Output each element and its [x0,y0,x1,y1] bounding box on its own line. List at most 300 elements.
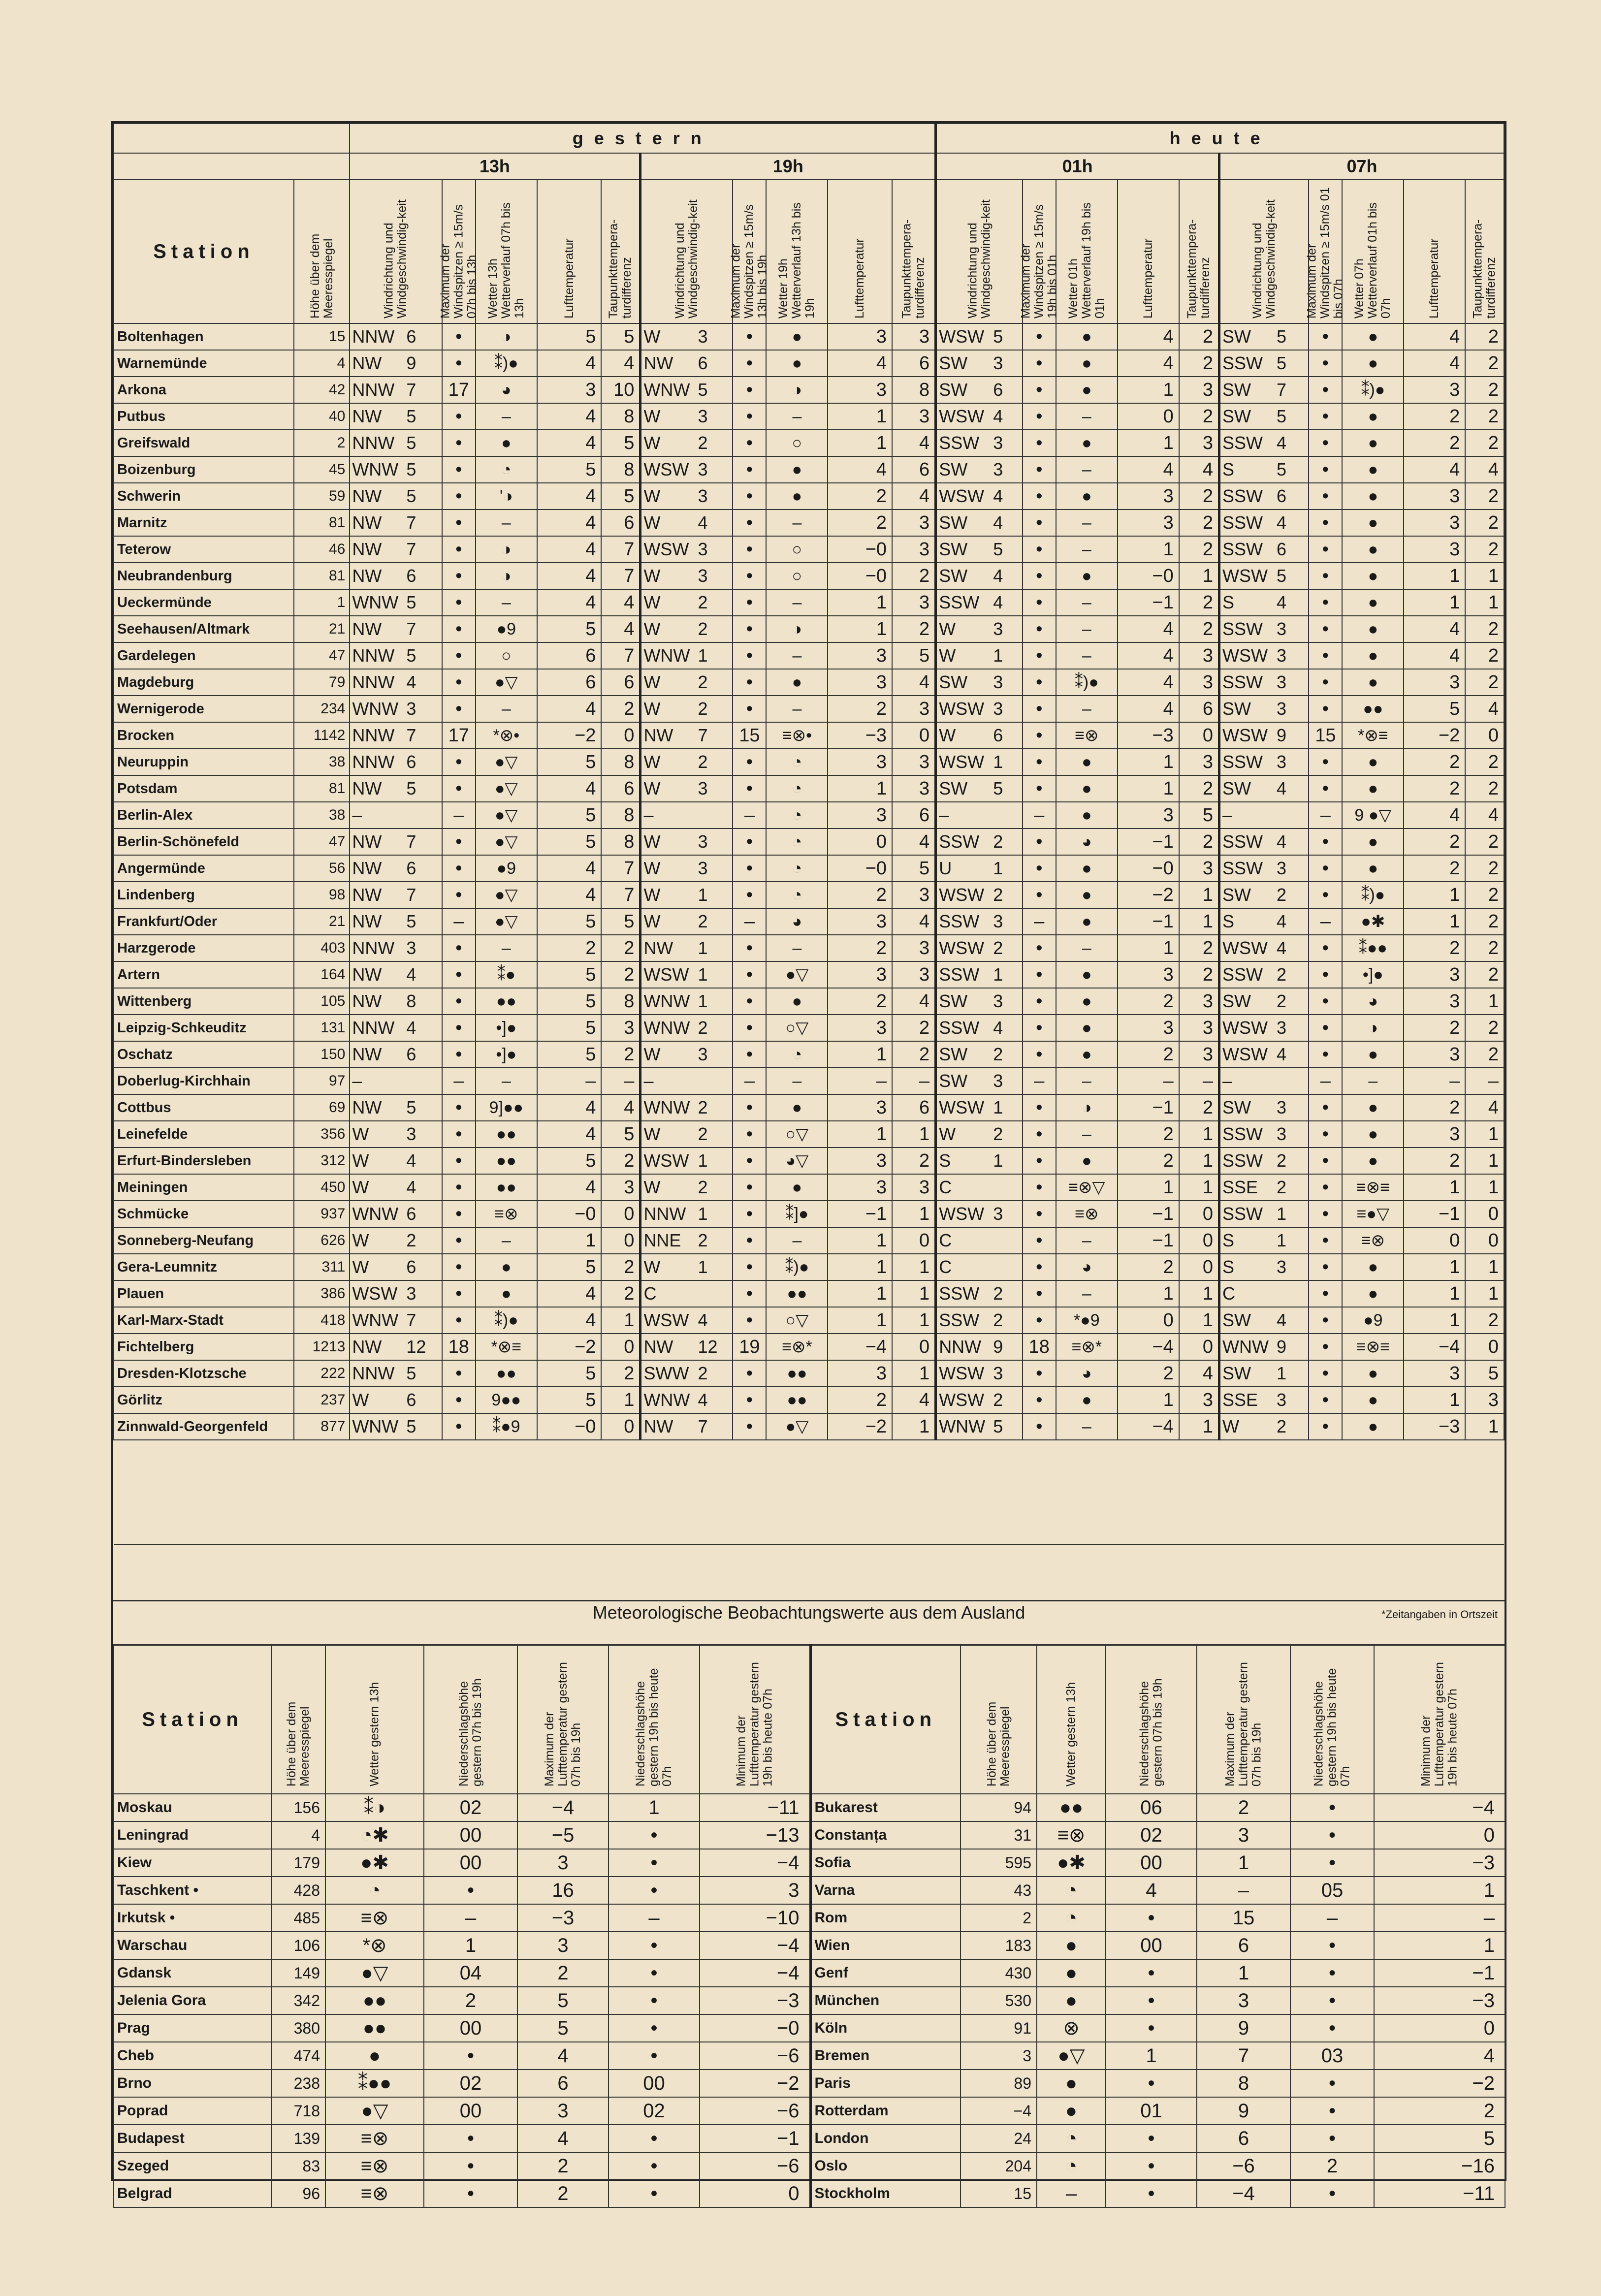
foreign-station-name: Belgrad [114,2180,271,2207]
temperature-cell: 4 [537,563,602,589]
gust-cell: • [442,882,476,908]
wind-speed: 3 [406,1124,416,1144]
wind-cell [1219,616,1309,642]
foreign-station-elevation: −4 [961,2097,1037,2125]
temperature-header-07 [1404,180,1465,323]
gust-cell: • [1023,589,1056,616]
dewpoint-cell: 2 [601,935,640,961]
wind-direction: SW [1222,1310,1251,1330]
dewpoint-cell: 4 [892,908,936,935]
wind-speed: 3 [1277,1018,1287,1038]
wind-cell [350,802,442,829]
wind-speed: 5 [698,380,708,400]
dewpoint-cell: 7 [601,882,640,908]
wind-direction: W [352,1257,369,1277]
wind-cell [936,536,1023,563]
wind-speed: 9 [406,353,416,373]
wind-direction: C [939,1257,952,1277]
wind-direction: W [352,1177,369,1197]
weather-symbol-cell: ●✱ [1342,908,1404,935]
gust-cell: • [442,616,476,642]
wind-speed: 6 [993,380,1003,400]
weather-symbol-cell: ● [1342,483,1404,510]
dewpoint-cell: 0 [1179,1334,1219,1360]
wind-cell [1219,1334,1309,1360]
wind-direction: SW [939,353,968,373]
dewpoint-cell: 5 [1465,1360,1504,1387]
wind-direction: WSW [643,539,689,559]
wind-direction: SSW [939,831,980,852]
station-name: Dresden-Klotzsche [114,1360,294,1387]
wind-direction: SSE [1222,1390,1258,1410]
dewpoint-cell: 3 [1179,1041,1219,1068]
wind-cell [350,749,442,775]
dewpoint-cell: 1 [1179,1148,1219,1174]
foreign-max-temp-cell: 3 [517,2097,608,2125]
dewpoint-cell: 0 [1179,722,1219,749]
foreign-precip-night-cell: • [608,2042,700,2070]
wind-direction: WNW [352,1310,399,1330]
gust-cell: – [1023,802,1056,829]
temperature-cell: 2 [828,1387,892,1413]
wind-cell [640,1334,733,1360]
wind-cell [350,510,442,536]
wind-speed: 3 [993,1071,1003,1091]
foreign-max-temp-cell: 16 [517,1877,608,1904]
dewpoint-cell: 5 [601,1121,640,1148]
dewpoint-cell: 2 [1465,510,1504,536]
weather-symbol-cell: – [766,696,828,722]
foreign-precip-night-cell: 00 [608,2070,700,2097]
foreign-precip-night-cell: • [1290,1821,1374,1849]
wind-speed: 3 [993,1204,1003,1224]
wind-direction: NNW [939,1337,982,1357]
gust-cell: • [442,350,476,377]
table-row [114,563,1504,589]
weather-symbol-cell: ◑ [1342,1015,1404,1041]
wind-direction: NW [352,406,382,426]
wind-cell [1219,1148,1309,1174]
foreign-precip-night-cell: • [608,1877,700,1904]
wind-cell [936,696,1023,722]
temperature-cell: 5 [537,749,602,775]
foreign-station-elevation: 342 [271,1987,325,2014]
gust-cell: • [733,1094,766,1121]
wind-direction: SW [1222,885,1251,905]
station-elevation: 81 [294,563,350,589]
gust-cell: 15 [1309,722,1342,749]
gust-cell: • [442,1227,476,1254]
foreign-weather-cell: ●▽ [325,1959,424,1987]
wind-speed: 3 [1277,699,1287,719]
wind-direction: NNW [352,672,395,692]
dewpoint-cell: 1 [1465,563,1504,589]
table-row [114,829,1504,855]
wind-cell [936,855,1023,882]
weather-symbol-cell: ⁑)● [476,1307,537,1334]
temperature-cell: 4 [1404,323,1465,350]
wind-cell [936,1334,1023,1360]
gust-cell: • [442,1148,476,1174]
wind-cell [350,935,442,961]
temperature-cell: −0 [828,855,892,882]
foreign-min-temp-cell: −11 [700,1794,810,1821]
weather-symbol-cell: ⁑●9 [476,1413,537,1440]
wind-cell [350,696,442,722]
gust-cell: • [1309,1148,1342,1174]
foreign-max-temp-cell: 3 [1197,1821,1290,1849]
foreign-precip-day-cell: – [424,1904,517,1932]
wind-direction: WSW [939,406,985,426]
wind-direction: WNW [643,1097,690,1117]
table-row [114,1254,1504,1280]
wind-cell [350,722,442,749]
wind-speed: 2 [993,1390,1003,1410]
temperature-cell: 3 [828,961,892,988]
gust-cell: • [1023,1360,1056,1387]
wind-direction: SWW [643,1363,689,1383]
wind-cell [350,908,442,935]
gust-header-07 [1305,180,1345,323]
wind-direction: SW [1222,1363,1251,1383]
wind-direction: WSW [643,964,689,985]
wind-direction: WNW [643,380,690,400]
wind-speed: 4 [1277,911,1287,931]
gust-cell: • [1023,536,1056,563]
foreign-min-temp-cell: −16 [1374,2152,1505,2180]
weather-symbol-cell: '◑ [476,483,537,510]
dewpoint-cell: 7 [601,563,640,589]
foreign-min-temp-cell: 4 [1374,2042,1505,2070]
wind-direction: NW [352,964,382,985]
weather-symbol-cell: ● [1056,430,1118,456]
wind-cell [936,563,1023,589]
weather-symbol-cell: *●9 [1056,1307,1118,1334]
foreign-weather-cell: ≡⊗ [325,2125,424,2152]
gust-cell: • [442,430,476,456]
gust-cell: • [442,510,476,536]
wind-cell [350,1334,442,1360]
foreign-station-name: Oslo [810,2152,961,2180]
dewpoint-header-text-19: Taupunkttempera-turdifferenz [899,219,927,319]
wind-speed: 7 [406,380,416,400]
station-name: Neuruppin [114,749,294,775]
wind-speed: 3 [993,672,1003,692]
station-elevation: 311 [294,1254,350,1280]
temperature-cell: 4 [828,456,892,483]
foreign-max-temp-cell: 1 [1197,1959,1290,1987]
wind-direction: C [643,1283,657,1304]
foreign-station-name: Bremen [810,2042,961,2070]
station-elevation: 42 [294,377,350,403]
temperature-cell: 1 [1118,536,1179,563]
weather-symbol-cell: 9 ●▽ [1342,802,1404,829]
gust-cell: 15 [733,722,766,749]
wind-speed: 2 [993,1124,1003,1144]
gust-cell: • [442,1360,476,1387]
temperature-cell: 1 [1404,1174,1465,1201]
temperature-cell: 4 [537,882,602,908]
dewpoint-cell: 2 [1179,350,1219,377]
weather-symbol-cell: – [1056,536,1118,563]
dewpoint-cell: 5 [601,483,640,510]
wind-direction: SSW [939,964,980,985]
weather-symbol-cell: ● [1056,323,1118,350]
foreign-precip-day-cell: 04 [424,1959,517,1987]
wind-cell [1219,563,1309,589]
wind-cell [1219,1015,1309,1041]
dewpoint-cell: 1 [1179,1121,1219,1148]
dewpoint-cell: 8 [601,802,640,829]
weather-symbol-cell: ●● [476,1121,537,1148]
weather-symbol-cell: *⊗≡ [476,1334,537,1360]
dewpoint-cell: 2 [1179,961,1219,988]
weather-symbol-cell: ● [1056,749,1118,775]
temperature-cell: 4 [1118,696,1179,722]
dewpoint-cell: 2 [1465,403,1504,430]
wind-direction: WNW [643,1018,690,1038]
weather-symbol-cell: – [1056,1227,1118,1254]
station-name: Arkona [114,377,294,403]
temperature-cell: 0 [1118,1307,1179,1334]
weather-symbol-cell: ● [1342,616,1404,642]
wind-direction: W [1222,1416,1240,1436]
wind-speed: 1 [993,752,1003,772]
gust-cell: • [1023,961,1056,988]
wind-speed: 5 [993,1416,1003,1436]
weather-symbol-cell: ●● [476,988,537,1015]
foreign-hoehe-header-left [271,1645,325,1794]
weather-symbol-cell: ● [766,669,828,696]
temperature-cell: 3 [1404,1041,1465,1068]
foreign-table-row [114,1794,1505,1821]
dewpoint-cell: 2 [1465,908,1504,935]
weather-symbol-cell: ○ [766,536,828,563]
foreign-table-row [114,2097,1505,2125]
table-row [114,908,1504,935]
weather-symbol-cell: ● [1056,775,1118,802]
wind-cell [936,1280,1023,1307]
station-elevation: 877 [294,1413,350,1440]
foreign-weather-cell: ≡⊗ [325,2152,424,2180]
wind-speed: 3 [993,699,1003,719]
wind-cell [350,882,442,908]
temperature-cell: 1 [1118,377,1179,403]
weather-symbol-cell: ○ [476,642,537,669]
wind-cell [1219,1254,1309,1280]
temperature-cell: 2 [1404,855,1465,882]
temperature-cell: 4 [1118,456,1179,483]
gust-cell: • [1309,403,1342,430]
station-elevation: 386 [294,1280,350,1307]
foreign-max-temp-cell: – [1197,1877,1290,1904]
dewpoint-cell: 2 [1465,616,1504,642]
wind-direction: SSW [1222,964,1263,985]
foreign-weather-cell: ●▽ [1037,2042,1106,2070]
weather-symbol-cell: ● [766,483,828,510]
dewpoint-header-text-01: Taupunkttempera-turdifferenz [1185,219,1212,319]
foreign-nied-header-right [1106,1645,1197,1794]
gust-cell: • [733,403,766,430]
gust-cell: • [733,855,766,882]
foreign-station-header-left: Station [114,1645,271,1794]
wind-direction: SSW [1222,1204,1263,1224]
wind-speed: 3 [1277,858,1287,878]
wind-cell [640,749,733,775]
foreign-station-name: Rotterdam [810,2097,961,2125]
foreign-precip-day-cell: • [1106,2180,1197,2207]
wind-direction: – [643,1071,654,1091]
foreign-max-header-right [1197,1645,1290,1794]
foreign-title: Meteorologische Beobachtungswerte aus dem Ausland [592,1602,1025,1623]
foreign-table-row [114,1987,1505,2014]
weather-symbol-cell: ≡⊗≡ [1342,1334,1404,1360]
wind-cell [936,430,1023,456]
temperature-cell: 2 [1118,1148,1179,1174]
wind-speed: 5 [406,486,416,506]
dewpoint-cell: 1 [1179,908,1219,935]
gust-cell: • [1023,510,1056,536]
station-name: Greifswald [114,430,294,456]
wind-cell [640,802,733,829]
weather-symbol-cell: ◔ [766,749,828,775]
wind-cell [350,616,442,642]
wind-cell [936,1227,1023,1254]
foreign-max-temp-cell: 6 [1197,1932,1290,1959]
foreign-min-temp-cell: −10 [700,1904,810,1932]
dewpoint-cell: 5 [601,323,640,350]
foreign-station-name: München [810,1987,961,2014]
wind-speed: 5 [993,326,1003,347]
foreign-min-temp-cell: −6 [700,2097,810,2125]
foreign-precip-night-cell: • [608,2152,700,2180]
weather-symbol-cell: ◕ [1056,1360,1118,1387]
foreign-station-elevation: 3 [961,2042,1037,2070]
temperature-cell: – [1404,1068,1465,1094]
weather-symbol-cell: ● [1342,1280,1404,1307]
table-row [114,775,1504,802]
wind-cell [350,1094,442,1121]
foreign-station-name: Budapest [114,2125,271,2152]
foreign-station-name: Constanța [810,1821,961,1849]
wind-cell [936,1201,1023,1227]
wind-cell [350,1227,442,1254]
gust-cell: • [1023,403,1056,430]
dewpoint-cell: 3 [892,696,936,722]
station-name: Fichtelberg [114,1334,294,1360]
dewpoint-cell: 3 [601,1174,640,1201]
wind-speed: 3 [698,566,708,586]
temperature-cell: 1 [828,589,892,616]
wind-speed: 9 [993,1337,1003,1357]
foreign-precip-night-cell: • [1290,1932,1374,1959]
temperature-cell: −2 [828,1413,892,1440]
wind-cell [350,1307,442,1334]
wind-speed: 2 [698,911,708,931]
table-row [114,616,1504,642]
temperature-cell: 2 [1404,775,1465,802]
wind-direction: WNW [352,459,399,479]
wind-cell [1219,403,1309,430]
temperature-cell: −0 [828,536,892,563]
dewpoint-cell: 0 [1465,1334,1504,1360]
wind-cell [936,961,1023,988]
wind-direction: WSW [1222,645,1268,666]
dewpoint-cell: 6 [1179,696,1219,722]
foreign-station-name: Sofia [810,1849,961,1877]
gust-cell: • [442,988,476,1015]
wind-speed: 1 [698,991,708,1011]
temperature-cell: −1 [1118,908,1179,935]
temperature-cell: 1 [1404,589,1465,616]
wind-speed: 2 [698,672,708,692]
temperature-cell: 1 [1118,775,1179,802]
dewpoint-cell: 2 [1179,616,1219,642]
gust-cell: – [442,802,476,829]
dewpoint-cell: 4 [601,616,640,642]
wind-cell [640,1068,733,1094]
wind-speed: 3 [698,406,708,426]
temperature-cell: 2 [1118,1121,1179,1148]
weather-symbol-cell: ● [476,1280,537,1307]
wind-speed: 5 [1277,406,1287,426]
foreign-precip-night-cell: • [1290,2014,1374,2042]
foreign-station-name: Gdansk [114,1959,271,1987]
wind-direction: WNW [352,1416,399,1436]
wind-direction: WSW [939,752,985,772]
temperature-cell: 1 [1118,430,1179,456]
wind-cell [640,323,733,350]
wind-cell [936,510,1023,536]
wind-cell [350,1121,442,1148]
gust-cell: • [1309,483,1342,510]
wind-speed: 3 [1277,752,1287,772]
table-row [114,1174,1504,1201]
wind-cell [350,1280,442,1307]
dewpoint-cell: 4 [892,669,936,696]
station-elevation: 81 [294,775,350,802]
dewpoint-cell: 0 [601,1227,640,1254]
wind-direction: S [1222,592,1235,612]
station-name: Frankfurt/Oder [114,908,294,935]
dewpoint-cell: 0 [892,722,936,749]
temperature-cell: 5 [537,1254,602,1280]
foreign-min-temp-cell: 0 [1374,2014,1505,2042]
wind-direction: NNW [352,1018,395,1038]
wind-cell [936,350,1023,377]
dewpoint-cell: 0 [601,1334,640,1360]
gust-cell: • [1023,1094,1056,1121]
table-row [114,1094,1504,1121]
dewpoint-cell: 1 [892,1121,936,1148]
dewpoint-cell: 3 [892,403,936,430]
foreign-max-temp-cell: 9 [1197,2014,1290,2042]
temperature-cell: 5 [537,456,602,483]
weather-symbol-cell: ● [1342,1121,1404,1148]
wind-direction: NW [643,1416,673,1436]
foreign-precip-day-cell: 00 [1106,1932,1197,1959]
gust-cell: • [1023,1174,1056,1201]
wind-direction: SW [939,672,968,692]
foreign-weather-cell: ◔✱ [325,1821,424,1849]
wind-speed: 4 [698,1310,708,1330]
wind-cell [1219,802,1309,829]
wind-cell [936,749,1023,775]
gust-cell: • [733,669,766,696]
foreign-station-name: Paris [810,2070,961,2097]
wind-speed: 6 [406,858,416,878]
foreign-min-temp-cell: −6 [700,2152,810,2180]
